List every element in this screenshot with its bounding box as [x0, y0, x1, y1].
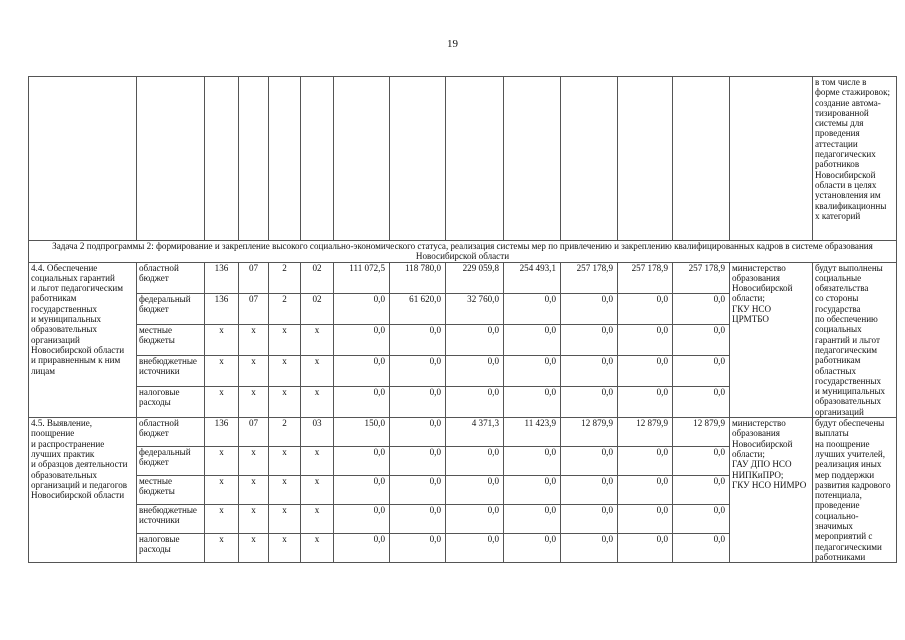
amount-cell: 0,0 [673, 476, 730, 505]
amount-cell: 150,0 [334, 418, 390, 447]
amount-cell: 0,0 [334, 386, 390, 417]
expected-result-cell: будут выполнены социальные обязательства со стороны государства по обеспечению социальных гарантий и льгот педагогическим работникам областных государственных и муниципальных образовательных организаций [813, 262, 897, 417]
code-cell: x [239, 476, 269, 505]
amount-cell: 118 780,0 [390, 262, 446, 293]
amount-cell: 0,0 [390, 534, 446, 563]
amount-cell: 0,0 [334, 476, 390, 505]
funding-source-cell: областной бюджет [137, 418, 205, 447]
amount-cell: 0,0 [334, 324, 390, 355]
code-cell: x [301, 534, 334, 563]
amount-cell: 0,0 [390, 324, 446, 355]
table-body [29, 77, 897, 563]
code-cell: x [301, 447, 334, 476]
amount-cell: 0,0 [673, 293, 730, 324]
amount-cell: 0,0 [618, 476, 673, 505]
amount-cell: 0,0 [673, 447, 730, 476]
code-cell: x [205, 534, 239, 563]
continued-row [29, 77, 897, 241]
amount-cell: 0,0 [334, 447, 390, 476]
funding-source-cell: областной бюджет [137, 262, 205, 293]
amount-cell: 0,0 [673, 386, 730, 417]
amount-cell: 0,0 [504, 534, 561, 563]
amount-cell: 257 178,9 [561, 262, 618, 293]
funding-source-cell: федеральный бюджет [137, 447, 205, 476]
code-cell: x [205, 324, 239, 355]
amount-cell: 4 371,3 [446, 418, 504, 447]
code-cell: x [239, 355, 269, 386]
code-cell: 02 [301, 262, 334, 293]
code-cell: 03 [301, 418, 334, 447]
code-cell: x [301, 505, 334, 534]
amount-cell: 0,0 [561, 386, 618, 417]
amount-cell: 0,0 [618, 534, 673, 563]
amount-cell: 111 072,5 [334, 262, 390, 293]
amount-cell: 0,0 [504, 447, 561, 476]
amount-cell: 0,0 [618, 386, 673, 417]
expected-result-cell: будут обеспечены выплаты на поощрение лучших учителей, реализация иных мер поддержки развития кадрового потенциала, проведение социально- значимых мероприятий с педагогическими работниками [813, 418, 897, 563]
amount-cell: 0,0 [446, 447, 504, 476]
amount-cell: 0,0 [618, 447, 673, 476]
code-cell: 07 [239, 418, 269, 447]
amount-cell: 0,0 [390, 505, 446, 534]
amount-cell: 0,0 [446, 505, 504, 534]
amount-cell: 0,0 [390, 418, 446, 447]
amount-cell: 12 879,9 [618, 418, 673, 447]
amount-cell: 229 059,8 [446, 262, 504, 293]
amount-cell: 0,0 [446, 534, 504, 563]
code-cell: x [205, 355, 239, 386]
amount-cell: 0,0 [618, 355, 673, 386]
amount-cell: 0,0 [673, 324, 730, 355]
amount-cell: 0,0 [446, 386, 504, 417]
amount-cell: 257 178,9 [618, 262, 673, 293]
amount-cell: 0,0 [390, 386, 446, 417]
amount-cell: 0,0 [334, 534, 390, 563]
amount-cell: 0,0 [673, 505, 730, 534]
funding-source-cell: местные бюджеты [137, 476, 205, 505]
code-cell: x [269, 324, 301, 355]
amount-cell: 0,0 [673, 534, 730, 563]
measure-name-cell: 4.4. Обеспечение социальных гарантий и льгот педагогическим работникам государственных и муниципальных образовательных организаций Новосибирской области и приравненным к ним лицам [29, 262, 137, 417]
code-cell: 2 [269, 262, 301, 293]
code-cell: x [239, 386, 269, 417]
funding-source-cell: налоговые расходы [137, 386, 205, 417]
funding-source-cell: местные бюджеты [137, 324, 205, 355]
amount-cell: 0,0 [561, 534, 618, 563]
funding-source-cell: налоговые расходы [137, 534, 205, 563]
amount-cell: 0,0 [618, 505, 673, 534]
amount-cell: 0,0 [390, 476, 446, 505]
amount-cell: 0,0 [446, 324, 504, 355]
table-row [29, 418, 897, 447]
funding-source-cell: внебюджетные источники [137, 355, 205, 386]
amount-cell: 0,0 [561, 476, 618, 505]
code-cell: x [205, 386, 239, 417]
code-cell: 02 [301, 293, 334, 324]
code-cell: x [239, 324, 269, 355]
amount-cell: 0,0 [618, 324, 673, 355]
amount-cell: 0,0 [334, 505, 390, 534]
code-cell: 136 [205, 262, 239, 293]
amount-cell: 0,0 [390, 355, 446, 386]
amount-cell: 0,0 [446, 476, 504, 505]
code-cell: x [205, 447, 239, 476]
funding-source-cell: федеральный бюджет [137, 293, 205, 324]
amount-cell: 61 620,0 [390, 293, 446, 324]
code-cell: 07 [239, 293, 269, 324]
amount-cell: 0,0 [504, 476, 561, 505]
amount-cell: 257 178,9 [673, 262, 730, 293]
amount-cell: 0,0 [504, 324, 561, 355]
code-cell: x [269, 505, 301, 534]
amount-cell: 0,0 [390, 447, 446, 476]
amount-cell: 0,0 [334, 293, 390, 324]
code-cell: x [269, 534, 301, 563]
amount-cell: 0,0 [504, 386, 561, 417]
amount-cell: 32 760,0 [446, 293, 504, 324]
code-cell: x [269, 355, 301, 386]
page-number: 19 [447, 38, 458, 50]
amount-cell: 0,0 [504, 293, 561, 324]
amount-cell: 0,0 [334, 355, 390, 386]
code-cell: x [301, 476, 334, 505]
code-cell: 136 [205, 293, 239, 324]
amount-cell: 0,0 [561, 293, 618, 324]
top-note-cell: в том числе в форме стажировок; создание автома- тизированной системы для проведения аттестации педагогических работников Новосибирской области в целях установления им квалификационны х категорий [813, 77, 897, 241]
code-cell: x [239, 534, 269, 563]
code-cell: x [205, 505, 239, 534]
amount-cell: 0,0 [561, 324, 618, 355]
amount-cell: 11 423,9 [504, 418, 561, 447]
funding-table [28, 76, 897, 563]
amount-cell: 0,0 [446, 355, 504, 386]
code-cell: x [301, 324, 334, 355]
code-cell: x [269, 386, 301, 417]
measure-name-cell: 4.5. Выявление, поощрение и распространение лучших практик и образцов деятельности образовательных организаций и педагогов Новосибирской области [29, 418, 137, 563]
code-cell: x [205, 476, 239, 505]
amount-cell: 0,0 [504, 505, 561, 534]
amount-cell: 12 879,9 [561, 418, 618, 447]
amount-cell: 254 493,1 [504, 262, 561, 293]
funding-source-cell: внебюджетные источники [137, 505, 205, 534]
amount-cell: 0,0 [561, 355, 618, 386]
amount-cell: 12 879,9 [673, 418, 730, 447]
task-row-cell: Задача 2 подпрограммы 2: формирование и закрепление высокого социально-экономического статуса, реализация системы мер по привлечению и закреплению квалифицированных кадров в системе образования Новосибирской области [29, 241, 897, 263]
code-cell: x [239, 447, 269, 476]
code-cell: x [269, 447, 301, 476]
amount-cell: 0,0 [561, 447, 618, 476]
code-cell: x [301, 386, 334, 417]
amount-cell: 0,0 [504, 355, 561, 386]
table-row [29, 262, 897, 293]
executor-cell: министерство образования Новосибирской области; ГКУ НСО ЦРМТБО [730, 262, 813, 417]
code-cell: 136 [205, 418, 239, 447]
task-row [29, 241, 897, 263]
executor-cell: министерство образования Новосибирской области; ГАУ ДПО НСО НИПКиПРО; ГКУ НСО НИМРО [730, 418, 813, 563]
amount-cell: 0,0 [673, 355, 730, 386]
code-cell: 2 [269, 418, 301, 447]
code-cell: x [301, 355, 334, 386]
code-cell: x [269, 476, 301, 505]
code-cell: 07 [239, 262, 269, 293]
amount-cell: 0,0 [618, 293, 673, 324]
code-cell: x [239, 505, 269, 534]
code-cell: 2 [269, 293, 301, 324]
amount-cell: 0,0 [561, 505, 618, 534]
